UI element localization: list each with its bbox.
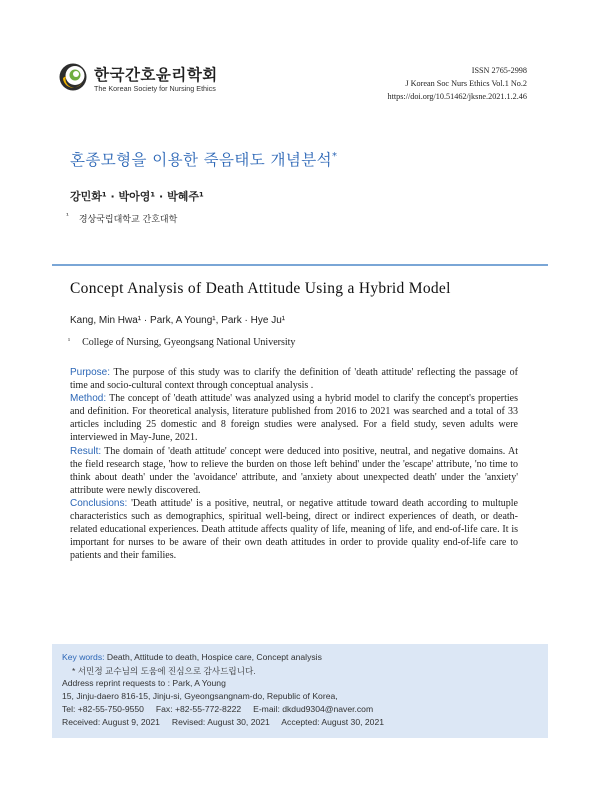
abstract-purpose (70, 366, 518, 392)
title-footnote-mark: * (331, 150, 338, 162)
purpose-text: The purpose of this study was to clarify the definition of 'death attitude' reflecting the passage of time and socio-cultural context through conceptual analysis . (70, 367, 518, 392)
english-title: Concept Analysis of Death Attitude Using a Hybrid Model (70, 280, 451, 297)
society-logo-icon (58, 62, 88, 92)
contact-info: Tel: +82-55-750-9550 Fax: +82-55-772-8222 E-mail: dkdud9304@naver.com (62, 704, 374, 714)
result-label: Result: (70, 445, 102, 457)
acknowledgement: * 서민정 교수님의 도움에 진심으로 감사드립니다. (72, 666, 256, 676)
divider (52, 264, 548, 266)
journal-citation: J Korean Soc Nurs Ethics Vol.1 No.2 (405, 79, 527, 88)
purpose-label: Purpose: (70, 367, 111, 378)
abstract-method (70, 392, 518, 444)
journal-info (388, 64, 528, 103)
keywords (62, 652, 322, 662)
society-name-korean: 한국간호윤리학회 (94, 66, 218, 84)
society-name-english: The Korean Society for Nursing Ethics (94, 84, 216, 93)
keywords-text: Death, Attitude to death, Hospice care, Concept analysis (104, 652, 322, 662)
english-affiliation (68, 337, 295, 348)
address: 15, Jinju-daero 816-15, Jinju-si, Gyeongsangnam-do, Republic of Korea, (62, 691, 338, 701)
korean-affiliation-text: 경상국립대학교 간호대학 (78, 215, 178, 225)
korean-affiliation (66, 212, 177, 225)
korean-title (70, 148, 337, 170)
korean-title-text: 혼종모형을 이용한 죽음태도 개념분석 (70, 151, 332, 169)
english-affiliation-text: College of Nursing, Gyeongsang National University (82, 337, 296, 348)
english-authors: Kang, Min Hwa¹ · Park, A Young¹, Park · Hye Ju¹ (70, 315, 286, 326)
method-text: The concept of 'death attitude' was analyzed using a hybrid model to clarify the concept's properties and definition. For theoretical analysis, literature published from 2016 to 2021 was searched and a total of 33 articles including 25 domestic and 8 foreign studies were analysed. For a field study, seven adults were interviewed in May-June, 2021. (70, 393, 518, 444)
korean-authors: 강민화¹ · 박아영¹ · 박혜주¹ (70, 190, 204, 203)
abstract (70, 366, 518, 562)
conclusions-label: Conclusions: (70, 497, 128, 509)
reprint-request: Address reprint requests to : Park, A Young (62, 678, 226, 688)
article-dates: Received: August 9, 2021 Revised: August 30, 2021 Accepted: August 30, 2021 (62, 717, 385, 727)
issn: ISSN 2765-2998 (471, 66, 527, 75)
abstract-result (70, 445, 518, 497)
doi-link[interactable]: https://doi.org/10.51462/jksne.2021.1.2.46 (387, 92, 527, 101)
affiliation-mark: ¹ (66, 212, 69, 220)
conclusions-text: 'Death attitude' is a positive, neutral, or negative attitude toward death according to multuple characteristics such as demographics, spiritual well-being, direct or indirect experiences of death, or death-related educational experiences. Death attitude affects quality of life, meaning of life, and end-of-life care. It is important for nurses to be aware of their own death attitudes in order to provide quality end-of-life care to patients and their families. (70, 497, 518, 562)
result-text: The domain of 'death attitude' concept were deduced into positive, neutral, and negative domains. At the field research stage, 'how to relieve the burden on those left behind' under the 'escape' attribute, 'no time to think about death' under the 'avoidance' attribute, and 'anxiety about unexpected death' under the 'anxiety' attribute were newly discovered. (70, 445, 518, 496)
footer-info-box (52, 644, 548, 738)
keywords-label: Key words: (62, 652, 105, 662)
abstract-conclusions (70, 497, 518, 562)
affiliation-mark-en: ¹ (68, 337, 71, 345)
method-label: Method: (70, 393, 107, 405)
